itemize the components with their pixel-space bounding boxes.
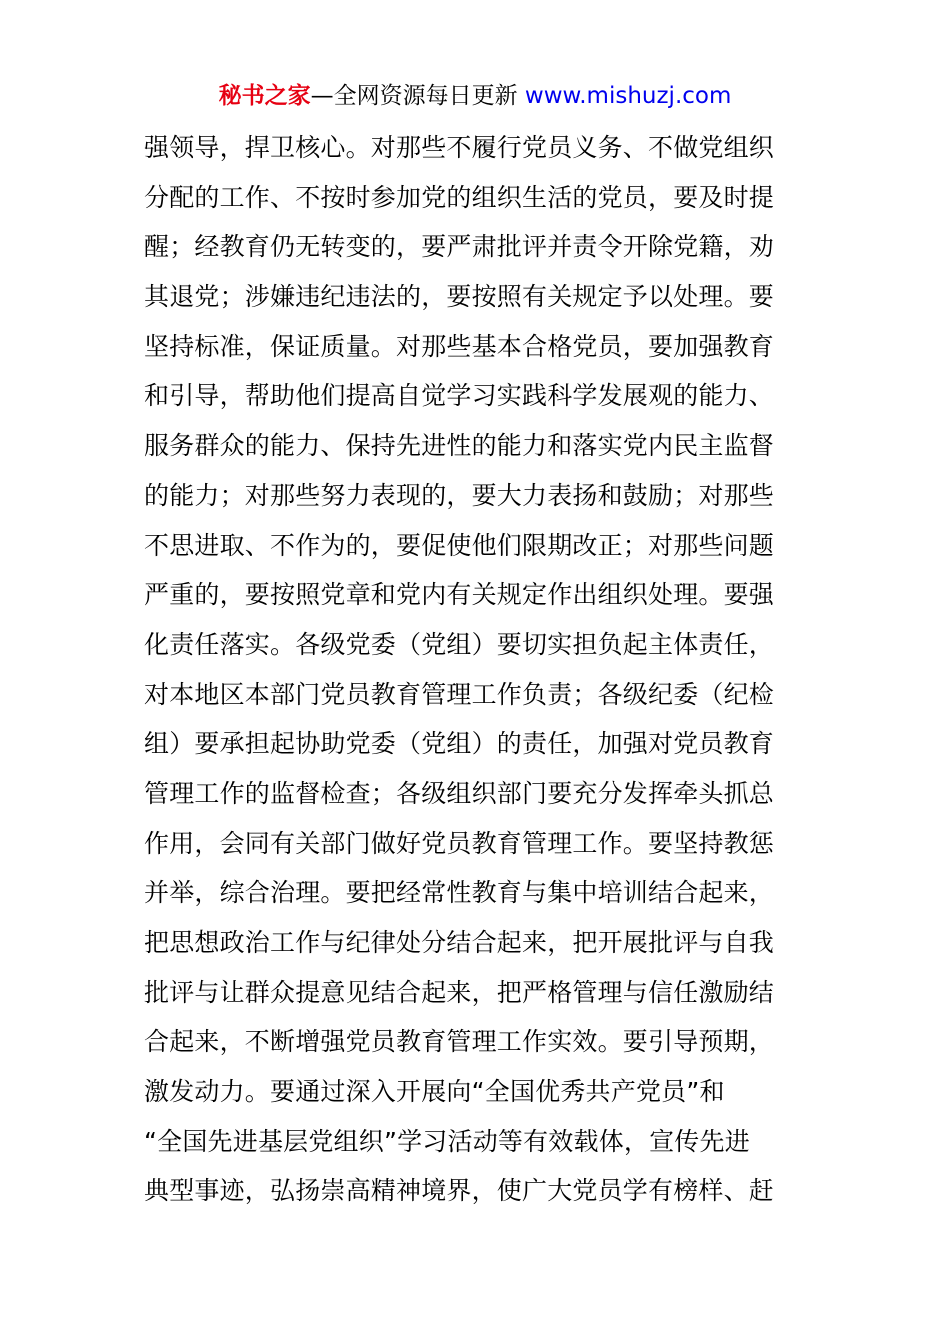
body-line: 作用，会同有关部门做好党员教育管理工作。要坚持教惩: [144, 828, 775, 858]
document-body: [144, 123, 814, 1216]
page-header: [0, 80, 950, 112]
body-line: 并举，综合治理。要把经常性教育与集中培训结合起来，: [144, 878, 775, 908]
site-url-link[interactable]: www.mishuzj.com: [524, 83, 732, 109]
body-line: 把思想政治工作与纪律处分结合起来，把开展批评与自我: [144, 928, 775, 957]
body-line: “全国先进基层党组织”学习活动等有效载体，宣传先进: [144, 1126, 750, 1156]
body-line: 醒；经教育仍无转变的，要严肃批评并责令开除党籍，劝: [144, 232, 775, 262]
body-line: 强领导，捍卫核心。对那些不履行党员义务、不做党组织: [144, 133, 775, 162]
site-brand: 秘书之家: [218, 83, 311, 109]
body-line: 和引导，帮助他们提高自觉学习实践科学发展观的能力、: [144, 381, 775, 411]
body-line: 严重的，要按照党章和党内有关规定作出组织处理。要强: [144, 580, 775, 610]
body-line: 分配的工作、不按时参加党的组织生活的党员，要及时提: [144, 182, 775, 212]
body-line: 典型事迹，弘扬崇高精神境界，使广大党员学有榜样、赶: [144, 1176, 775, 1206]
body-line: 服务群众的能力、保持先进性的能力和落实党内民主监督: [144, 431, 775, 461]
body-line: 其退党；涉嫌违纪违法的，要按照有关规定予以处理。要: [144, 282, 775, 312]
body-line: 批评与让群众提意见结合起来，把严格管理与信任激励结: [144, 977, 775, 1007]
body-line: 对本地区本部门党员教育管理工作负责；各级纪委（纪检: [144, 679, 775, 709]
body-line: 激发动力。要通过深入开展向“全国优秀共产党员”和: [144, 1077, 725, 1107]
body-line: 的能力；对那些努力表现的，要大力表扬和鼓励；对那些: [144, 480, 775, 510]
site-tagline: —全网资源每日更新: [310, 83, 525, 109]
body-line: 合起来，不断增强党员教育管理工作实效。要引导预期，: [144, 1027, 775, 1057]
body-line: 管理工作的监督检查；各级组织部门要充分发挥牵头抓总: [144, 778, 775, 808]
body-line: 化责任落实。各级党委（党组）要切实担负起主体责任，: [144, 629, 775, 659]
body-line: 不思进取、不作为的，要促使他们限期改正；对那些问题: [144, 530, 775, 560]
body-line: 坚持标准，保证质量。对那些基本合格党员，要加强教育: [144, 331, 775, 361]
body-line: 组）要承担起协助党委（党组）的责任，加强对党员教育: [144, 729, 775, 759]
